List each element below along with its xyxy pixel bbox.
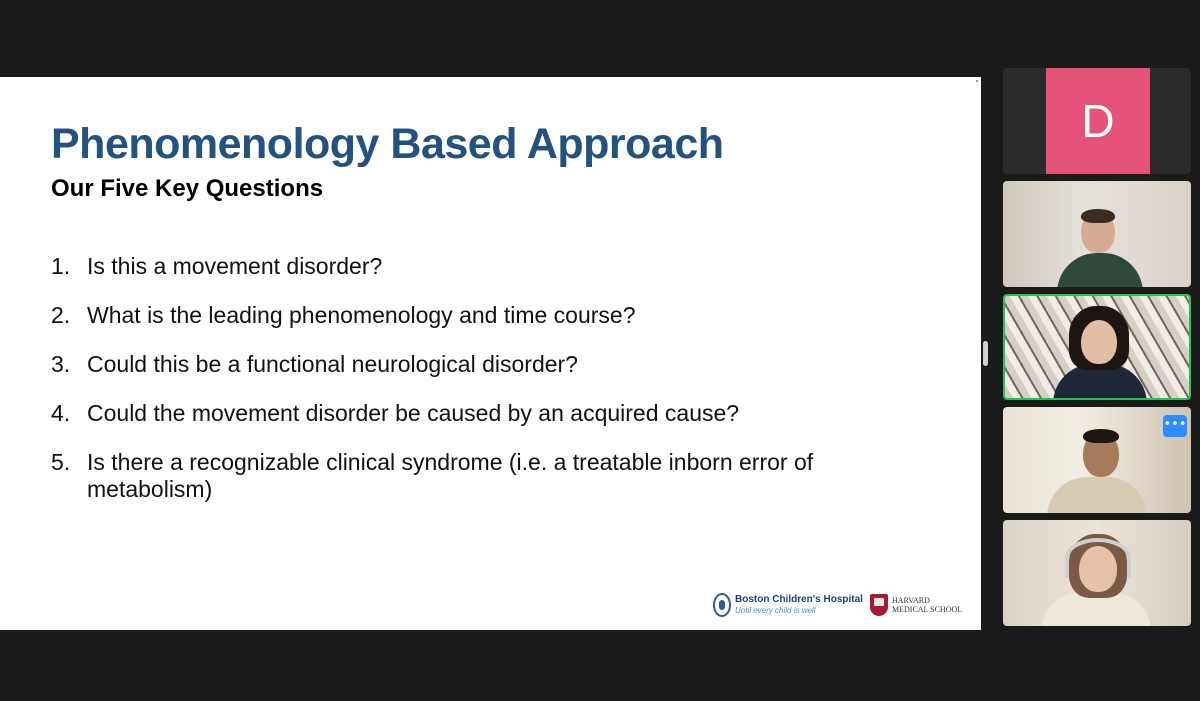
- question-number: 1.: [51, 253, 71, 279]
- person-hair: [1083, 429, 1119, 443]
- headphones-icon: [1065, 538, 1131, 578]
- participant-video-tile[interactable]: [1003, 181, 1191, 287]
- question-text: Is this a movement disorder?: [87, 253, 383, 279]
- question-number: 4.: [51, 400, 71, 426]
- participant-tile-avatar[interactable]: [1003, 68, 1191, 174]
- shared-screen-slide: [0, 77, 981, 630]
- question-text: Is there a recognizable clinical syndrome (i.e. a treatable inborn error of metabolism): [87, 449, 814, 502]
- bch-name: Boston Children's Hospital: [735, 594, 863, 605]
- bch-emblem-icon: [713, 593, 731, 617]
- participant-video-tile[interactable]: [1003, 520, 1191, 626]
- harvard-medical-school-logo: [870, 594, 962, 616]
- list-item: [51, 351, 891, 378]
- question-number: 2.: [51, 302, 71, 328]
- list-item: [51, 449, 891, 503]
- slide-corner-marker: [976, 80, 978, 82]
- more-options-button[interactable]: •••: [1163, 415, 1187, 437]
- participant-video-tile-active-speaker[interactable]: [1003, 294, 1191, 400]
- hms-line-1: HARVARD: [892, 596, 930, 605]
- question-number: 3.: [51, 351, 71, 377]
- bch-tagline: Until every child is well: [735, 606, 816, 615]
- question-number: 5.: [51, 449, 71, 475]
- list-item: [51, 302, 891, 329]
- question-text: Could this be a functional neurological disorder?: [87, 351, 578, 377]
- boston-childrens-hospital-logo: [713, 593, 863, 617]
- slide-title: Phenomenology Based Approach: [51, 120, 724, 168]
- questions-list: [51, 253, 891, 525]
- participant-video-tile[interactable]: [1003, 407, 1191, 513]
- list-item: [51, 253, 891, 280]
- list-item: [51, 400, 891, 427]
- split-view-resize-handle[interactable]: [983, 341, 988, 366]
- question-text: Could the movement disorder be caused by an acquired cause?: [87, 400, 740, 426]
- person-hair: [1081, 209, 1115, 223]
- person-head: [1081, 320, 1117, 364]
- harvard-shield-icon: [870, 594, 888, 616]
- avatar: [1046, 68, 1150, 174]
- hms-line-2: MEDICAL SCHOOL: [892, 605, 963, 614]
- avatar-initial: D: [1081, 95, 1115, 147]
- question-text: What is the leading phenomenology and time course?: [87, 302, 636, 328]
- slide-subtitle: Our Five Key Questions: [51, 175, 324, 202]
